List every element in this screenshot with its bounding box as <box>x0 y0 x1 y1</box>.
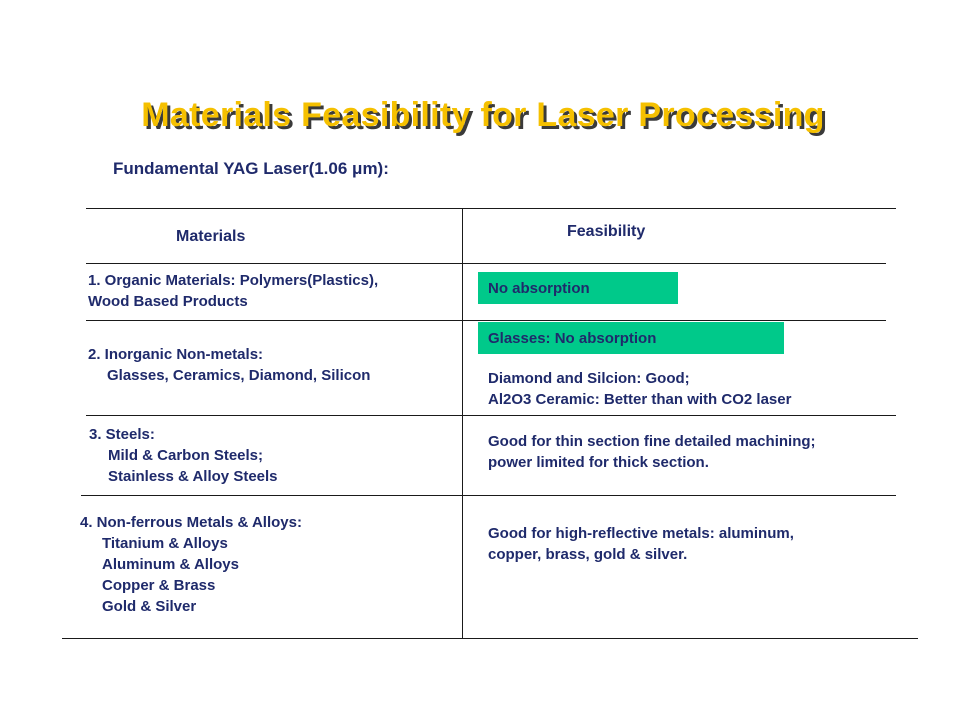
material-line: Titanium & Alloys <box>102 535 228 552</box>
feasibility-cell-steels <box>488 431 816 473</box>
feasibility-line: Good for thin section fine detailed machining; <box>488 433 816 450</box>
feasibility-line: Good for high-reflective metals: aluminum, <box>488 525 794 542</box>
feasibility-cell-nonferrous <box>488 523 794 565</box>
column-divider <box>462 208 463 638</box>
material-cell-steels <box>89 424 278 487</box>
feasibility-line: copper, brass, gold & silver. <box>488 546 688 563</box>
column-header-materials: Materials <box>176 228 246 245</box>
material-line: Gold & Silver <box>102 598 197 615</box>
material-line: Wood Based Products <box>88 293 248 310</box>
material-line: Copper & Brass <box>102 577 216 594</box>
feasibility-cell-inorganic <box>488 368 791 410</box>
row-divider-1 <box>86 320 886 321</box>
material-line: 3. Steels: <box>89 426 155 443</box>
material-line: 4. Non-ferrous Metals & Alloys: <box>80 514 302 531</box>
status-badge-no-absorption: No absorption <box>478 272 678 304</box>
row-divider-2 <box>86 415 896 416</box>
material-line: Aluminum & Alloys <box>102 556 239 573</box>
header-row-divider <box>86 263 886 264</box>
row-divider-3 <box>81 495 896 496</box>
material-line: 2. Inorganic Non-metals: <box>88 346 264 363</box>
column-header-feasibility: Feasibility <box>567 223 646 240</box>
feasibility-line: Al2O3 Ceramic: Better than with CO2 laser <box>488 391 792 408</box>
material-line: Stainless & Alloy Steels <box>108 468 278 485</box>
status-badge-glasses: Glasses: No absorption <box>478 322 784 354</box>
table-top-border <box>86 208 896 209</box>
table-bottom-border <box>62 638 918 639</box>
material-line: 1. Organic Materials: Polymers(Plastics), <box>88 272 379 289</box>
feasibility-line: power limited for thick section. <box>488 454 709 471</box>
feasibility-line: Diamond and Silcion: Good; <box>488 370 690 387</box>
material-line: Glasses, Ceramics, Diamond, Silicon <box>107 367 371 384</box>
material-cell-organic <box>88 270 378 312</box>
material-line: Mild & Carbon Steels; <box>108 447 264 464</box>
material-cell-nonferrous <box>80 512 302 617</box>
slide-subtitle: Fundamental YAG Laser(1.06 μm): <box>113 159 389 178</box>
material-cell-inorganic <box>88 344 370 386</box>
slide-title: Materials Feasibility for Laser Processing <box>141 96 825 134</box>
